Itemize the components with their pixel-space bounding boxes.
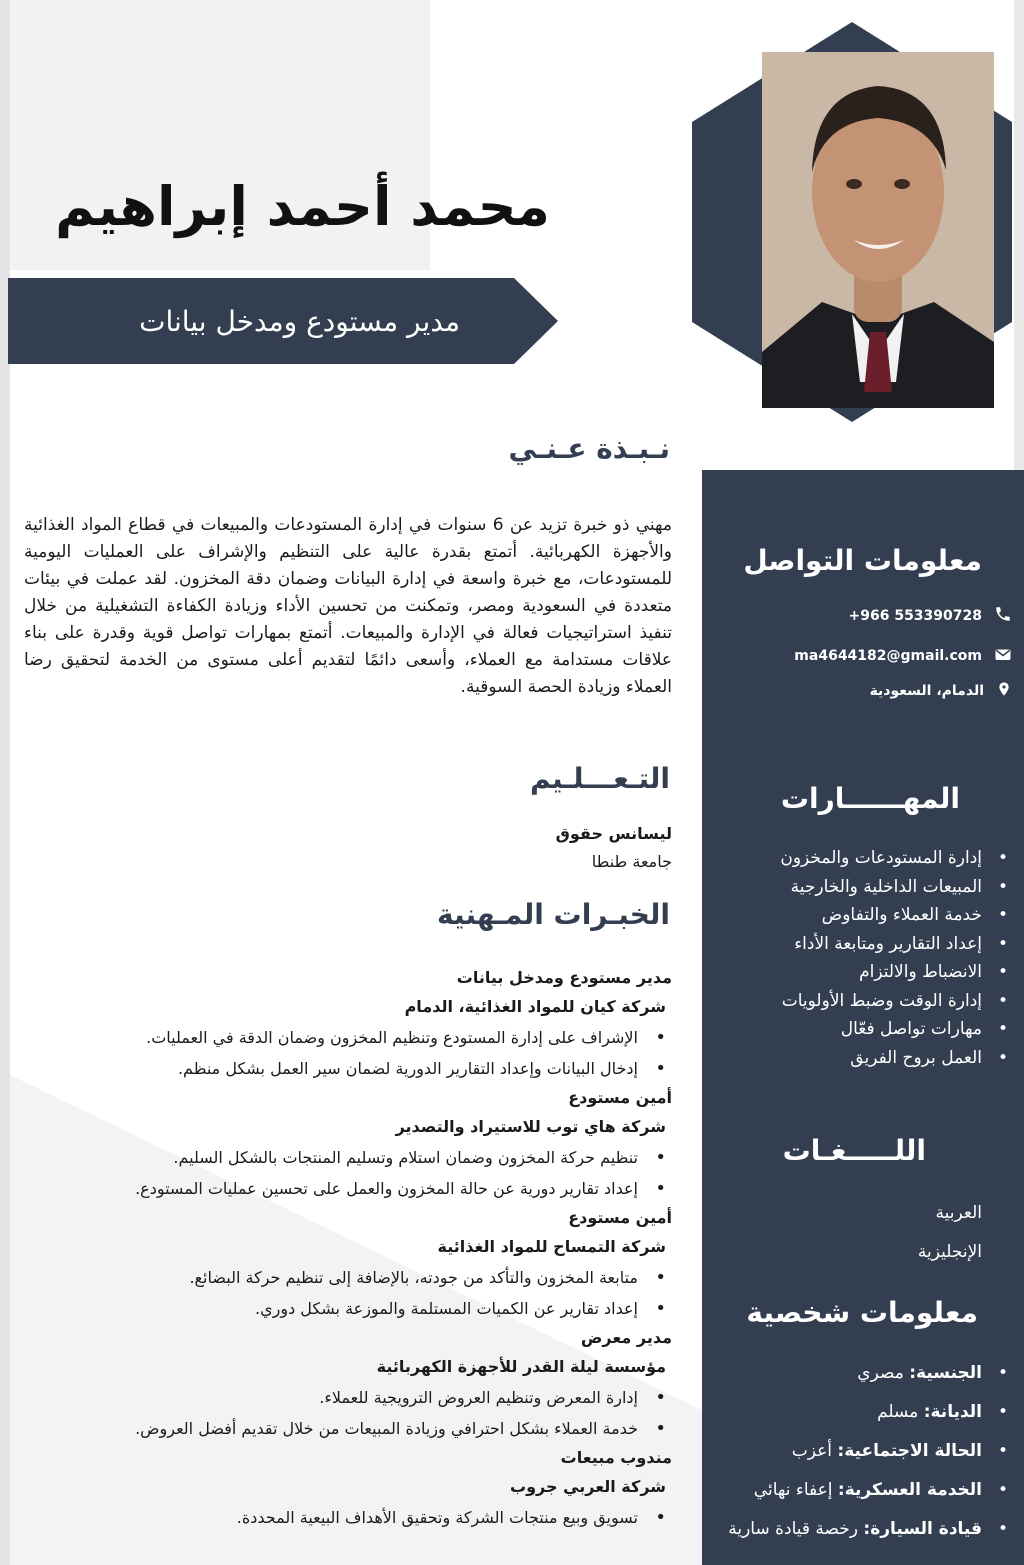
personal-info-label: الديانة: (923, 1402, 982, 1422)
envelope-icon (994, 646, 1012, 666)
skills-list (722, 844, 1018, 1072)
languages-list (722, 1194, 1018, 1272)
job-entry (36, 1324, 672, 1444)
job-entry-company: شركة العربي جروب (509, 1477, 666, 1496)
experience-heading: الخبـرات المـهنية (437, 898, 670, 931)
job-entry-bullet: • تنظيم حركة المخزون وضمان استلام وتسليم المنتجات بالشكل السليم. (36, 1142, 672, 1173)
location-pin-icon (996, 680, 1012, 702)
personal-info-value: رخصة قيادة سارية (728, 1519, 864, 1539)
personal-info-label: الخدمة العسكرية: (837, 1480, 982, 1500)
contact-location (722, 680, 1012, 702)
job-entry-bullet: • الإشراف على إدارة المستودع وتنظيم المخزون وضمان الدقة في العمليات. (36, 1022, 672, 1053)
job-entry-bullet: • تسويق وبيع منتجات الشركة وتحقيق الأهداف البيعية المحددة. (36, 1502, 672, 1533)
language-item: الإنجليزية (917, 1242, 982, 1262)
personal-info-value: إعفاء نهائي (753, 1480, 838, 1500)
job-entry-bullet: • إعداد تقارير عن الكميات المستلمة والموزعة بشكل دوري. (36, 1293, 672, 1324)
personal-info-item (722, 1393, 1018, 1432)
personal-info-value: مسلم (877, 1402, 924, 1422)
personal-info-item (722, 1471, 1018, 1510)
skill-item: • المبيعات الداخلية والخارجية (722, 873, 1018, 902)
skill-item: • إدارة المستودعات والمخزون (722, 844, 1018, 873)
email-address: ma4644182@gmail.com (794, 648, 982, 664)
skill-item: • العمل بروح الفريق (722, 1044, 1018, 1073)
language-item: العربية (935, 1203, 982, 1223)
job-entry (36, 1444, 672, 1533)
job-title: مدير مستودع ومدخل بيانات (139, 305, 460, 338)
languages-heading: اللـــــغـات (782, 1134, 926, 1167)
skill-item: • الانضباط والالتزام (722, 958, 1018, 987)
contact-heading: معلومات التواصل (743, 544, 982, 577)
contact-email[interactable] (722, 646, 1012, 666)
phone-number: +966 553390728 (848, 608, 982, 624)
job-entry (36, 1204, 672, 1324)
personal-info-item (722, 1510, 1018, 1549)
personal-info-label: قيادة السيارة: (863, 1519, 982, 1539)
job-entry-title: أمين مستودع (568, 1208, 672, 1227)
job-entry-bullet: • إدخال البيانات وإعداد التقارير الدورية لضمان سير العمل بشكل منظم. (36, 1053, 672, 1084)
personal-info-list (722, 1354, 1018, 1549)
profile-photo (762, 52, 994, 408)
skills-heading: المهــــــارات (780, 782, 960, 815)
job-entry-bullet: • متابعة المخزون والتأكد من جودته، بالإضافة إلى تنظيم حركة البضائع. (36, 1262, 672, 1293)
job-entry-title: أمين مستودع (568, 1088, 672, 1107)
skill-item: • خدمة العملاء والتفاوض (722, 901, 1018, 930)
skill-item: • إعداد التقارير ومتابعة الأداء (722, 930, 1018, 959)
personal-info-label: الحالة الاجتماعية: (837, 1441, 982, 1461)
location-text: الدمام، السعودية (869, 683, 984, 699)
skill-item: • مهارات تواصل فعّال (722, 1015, 1018, 1044)
job-entry-title: مندوب مبيعات (560, 1448, 672, 1467)
phone-icon (994, 605, 1012, 627)
full-name: محمد أحمد إبراهيم (55, 175, 550, 238)
job-entry-title: مدير معرض (580, 1328, 672, 1347)
about-text: مهني ذو خبرة تزيد عن 6 سنوات في إدارة المستودعات والمبيعات في قطاع المواد الغذائية والأجهزة الكهربائية. أتمتع بقدرة عالية على التنظيم والإشراف على العمليات اليومية للمستودعات، مع خبرة واسعة في إدارة البيانات وضمان دقة المخزون. لقد عملت في بيئات متعددة في السعودية ومصر، وتمكنت من تحسين الأداء وزيادة الكفاءة التشغيلية من خلال تنفيذ استراتيجيات فعالة في الإدارة والمبيعات. أتمتع بمهارات تواصل قوية وقدرة على بناء علاقات مستدامة مع العملاء، وأسعى دائمًا لتقديم أعلى مستوى من الخدمة لتحقيق رضا العملاء وزيادة الحصة السوقية. (24, 515, 672, 697)
education-university: جامعة طنطا (591, 852, 672, 871)
job-entry-company: شركة التمساح للمواد الغذائية (437, 1237, 666, 1256)
experience-list (36, 964, 672, 1533)
job-entry-company: شركة كيان للمواد الغذائية، الدمام (404, 997, 666, 1016)
skill-item: • إدارة الوقت وضبط الأولويات (722, 987, 1018, 1016)
job-entry-bullet: • إدارة المعرض وتنظيم العروض الترويجية للعملاء. (36, 1382, 672, 1413)
about-heading: نـبـذة عـنـي (508, 432, 670, 465)
personal-info-item (722, 1432, 1018, 1471)
job-entry (36, 964, 672, 1084)
education-heading: التـعـــلـيم (529, 762, 670, 795)
personal-info-value: مصري (857, 1363, 910, 1383)
job-entry (36, 1084, 672, 1204)
job-entry-company: شركة هاي توب للاستيراد والتصدير (395, 1117, 666, 1136)
personal-info-value: أعزب (791, 1441, 838, 1461)
job-entry-title: مدير مستودع ومدخل بيانات (456, 968, 672, 987)
job-entry-bullet: • إعداد تقارير دورية عن حالة المخزون والعمل على تحسين عمليات المستودع. (36, 1173, 672, 1204)
contact-phone[interactable] (722, 605, 1012, 627)
personal-info-item (722, 1354, 1018, 1393)
personal-info-heading: معلومات شخصية (746, 1296, 978, 1329)
job-entry-bullet: • خدمة العملاء بشكل احترافي وزيادة المبيعات من خلال تقديم أفضل العروض. (36, 1413, 672, 1444)
education-degree: ليسانس حقوق (555, 824, 672, 843)
personal-info-label: الجنسية: (909, 1363, 982, 1383)
job-entry-company: مؤسسة ليلة القدر للأجهزة الكهربائية (376, 1357, 666, 1376)
